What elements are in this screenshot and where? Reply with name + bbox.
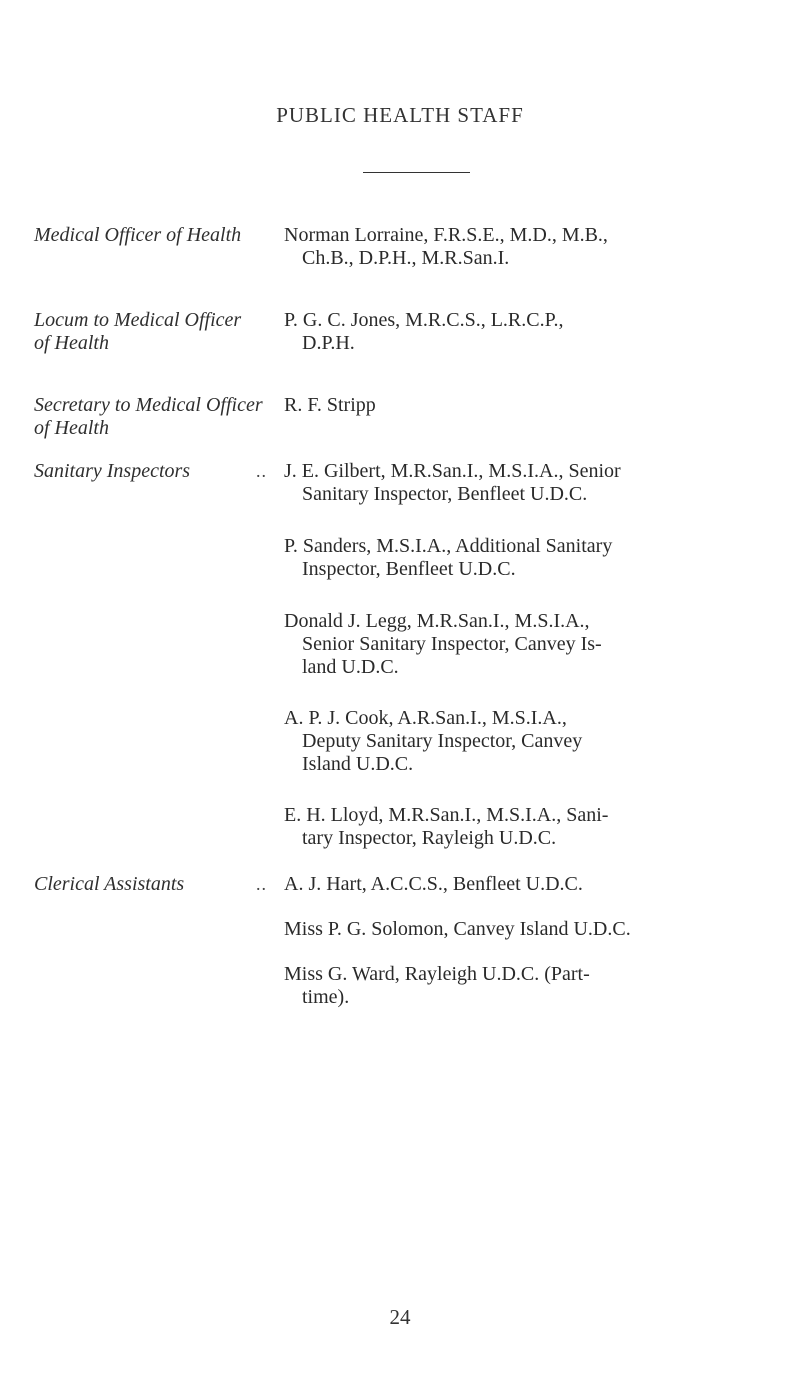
staff-entry	[284, 707, 768, 776]
role-label-line: Sanitary Inspectors	[34, 460, 191, 482]
role-label-line: Locum to Medical Officer	[34, 309, 242, 331]
page-number: 24	[389, 1305, 411, 1329]
entry-line: P. G. C. Jones, M.R.C.S., L.R.C.P.,	[284, 309, 564, 331]
entry-line: P. Sanders, M.S.I.A., Additional Sanitary	[284, 535, 613, 557]
role-label	[34, 224, 280, 247]
staff-entry	[284, 224, 768, 270]
staff-entry	[284, 610, 768, 679]
entry-line: time).	[302, 986, 350, 1008]
staff-entry	[284, 460, 768, 506]
entry-line: Norman Lorraine, F.R.S.E., M.D., M.B.,	[284, 224, 608, 246]
entry-line: Miss P. G. Solomon, Canvey Island U.D.C.	[284, 918, 631, 940]
entry-line: Island U.D.C.	[302, 753, 414, 775]
role-label	[34, 460, 280, 483]
staff-entry	[284, 309, 768, 355]
role-label-line: Medical Officer of Health	[34, 224, 242, 246]
role-label	[34, 394, 280, 440]
entry-line: Inspector, Benfleet U.D.C.	[302, 558, 516, 580]
entry-line: A. J. Hart, A.C.C.S., Benfleet U.D.C.	[284, 873, 583, 895]
staff-entry	[284, 535, 768, 581]
role-label-line: Secretary to Medical Officer	[34, 394, 263, 416]
entry-line: Sanitary Inspector, Benfleet U.D.C.	[302, 483, 588, 505]
entry-line: E. H. Lloyd, M.R.San.I., M.S.I.A., Sani-	[284, 804, 609, 826]
entry-line: Donald J. Legg, M.R.San.I., M.S.I.A.,	[284, 610, 590, 632]
role-label	[34, 309, 280, 355]
entry-line: land U.D.C.	[302, 656, 399, 678]
staff-entry	[284, 394, 768, 417]
entry-line: Miss G. Ward, Rayleigh U.D.C. (Part-	[284, 963, 590, 985]
role-label-line: Clerical Assistants	[34, 873, 185, 895]
role-label-line: of Health	[34, 332, 109, 354]
role-label	[34, 873, 280, 896]
leader-dots: ..	[256, 874, 267, 894]
role-label-line: of Health	[34, 417, 109, 439]
entry-line: tary Inspector, Rayleigh U.D.C.	[302, 827, 557, 849]
entry-line: Deputy Sanitary Inspector, Canvey	[302, 730, 583, 752]
staff-entry	[284, 804, 768, 850]
staff-entry	[284, 873, 768, 896]
entry-line: Senior Sanitary Inspector, Canvey Is-	[302, 633, 602, 655]
staff-entry	[284, 918, 768, 941]
entry-line: A. P. J. Cook, A.R.San.I., M.S.I.A.,	[284, 707, 567, 729]
entry-line: D.P.H.	[302, 332, 355, 354]
staff-entry	[284, 963, 768, 1009]
entry-line: R. F. Stripp	[284, 394, 376, 416]
leader-dots: ..	[256, 461, 267, 481]
page-title: PUBLIC HEALTH STAFF	[276, 103, 524, 127]
title-divider	[363, 172, 470, 173]
entry-line: Ch.B., D.P.H., M.R.San.I.	[302, 247, 510, 269]
entry-line: J. E. Gilbert, M.R.San.I., M.S.I.A., Senior	[284, 460, 621, 482]
